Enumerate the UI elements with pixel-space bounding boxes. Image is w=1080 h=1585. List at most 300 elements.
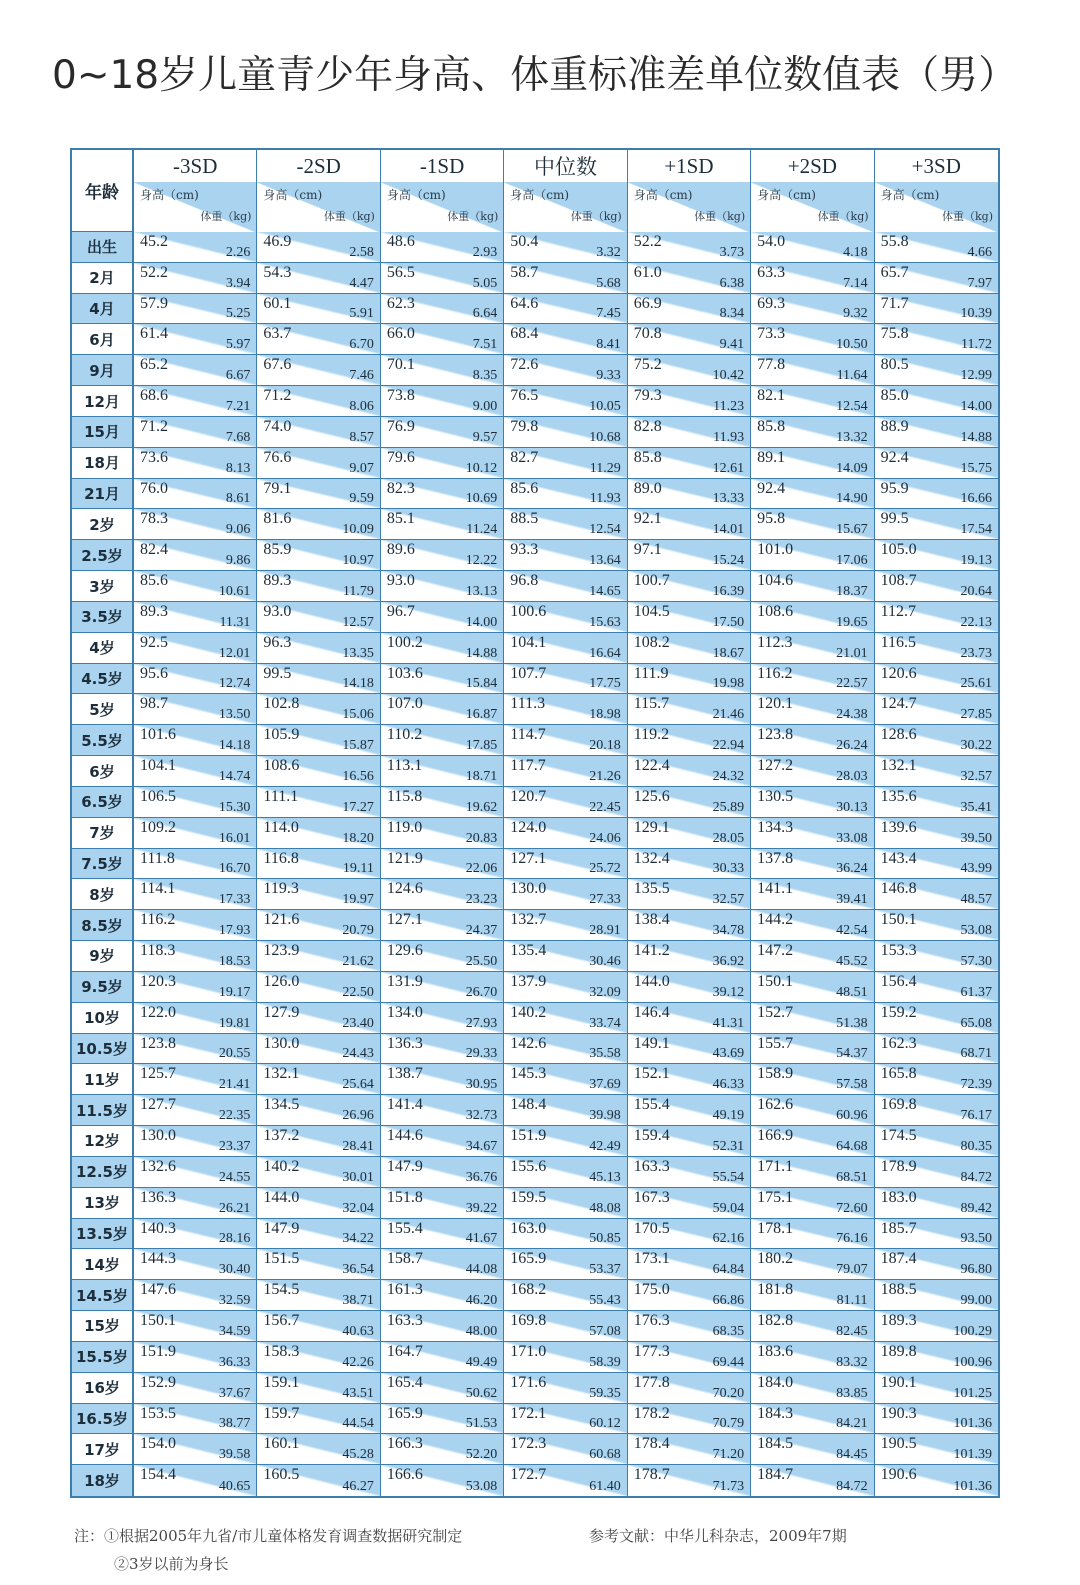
weight-value: 15.87 (342, 738, 374, 754)
height-value: 159.4 (633, 1127, 670, 1145)
table-cell (751, 1434, 874, 1465)
table-cell (875, 633, 998, 664)
table-cell (628, 756, 751, 787)
height-value: 175.0 (633, 1281, 670, 1299)
table-cell (628, 910, 751, 941)
weight-value: 46.20 (465, 1293, 498, 1309)
table-cell (381, 1219, 504, 1250)
table-cell (875, 1126, 998, 1157)
weight-value: 11.93 (589, 491, 621, 507)
height-value: 103.6 (386, 664, 423, 682)
weight-value: 10.68 (589, 429, 621, 445)
table-cell (134, 910, 257, 941)
height-value: 121.6 (263, 911, 300, 929)
table-cell (875, 417, 998, 448)
weight-value: 48.51 (836, 984, 868, 1000)
table-cell (875, 294, 998, 325)
weight-value: 9.86 (225, 553, 251, 569)
height-value: 100.7 (633, 572, 670, 590)
height-value: 152.7 (757, 1003, 794, 1021)
table-cell (134, 386, 257, 417)
weight-value: 57.58 (836, 1077, 868, 1093)
height-value: 125.6 (633, 787, 670, 805)
weight-value: 19.17 (218, 984, 251, 1000)
table-cell (134, 972, 257, 1003)
height-value: 108.2 (633, 633, 670, 651)
height-value: 132.6 (140, 1157, 176, 1175)
table-cell (381, 1064, 504, 1095)
table-cell (134, 1249, 257, 1280)
weight-value: 4.18 (843, 244, 868, 260)
height-value: 165.8 (880, 1065, 917, 1083)
height-value: 159.5 (510, 1188, 547, 1206)
table-cell (134, 1095, 257, 1126)
height-value: 54.0 (757, 233, 786, 250)
table-cell (628, 664, 751, 695)
height-value: 165.9 (386, 1404, 423, 1422)
age-cell: 14岁 (72, 1249, 134, 1280)
height-value: 89.0 (633, 479, 662, 497)
weight-value: 14.88 (465, 645, 498, 661)
weight-value: 52.20 (465, 1447, 498, 1463)
weight-value: 10.39 (960, 306, 992, 322)
table-cell (628, 972, 751, 1003)
age-cell: 11.5岁 (72, 1095, 134, 1126)
table-cell (751, 879, 874, 910)
weight-value: 49.19 (712, 1108, 745, 1124)
table-cell (875, 324, 998, 355)
height-value: 190.5 (880, 1435, 917, 1453)
height-value: 120.7 (510, 787, 547, 805)
height-value: 122.0 (140, 1003, 176, 1021)
age-cell: 5.5岁 (72, 725, 134, 756)
height-value: 135.4 (510, 942, 547, 960)
weight-value: 14.09 (836, 460, 868, 476)
weight-value: 8.57 (349, 429, 374, 445)
height-value: 46.9 (263, 233, 292, 250)
height-value: 158.7 (386, 1250, 423, 1268)
height-value: 154.4 (140, 1466, 176, 1484)
unit-subheader (381, 182, 504, 233)
height-value: 167.3 (633, 1188, 670, 1206)
weight-value: 20.79 (342, 923, 374, 939)
height-value: 82.4 (140, 541, 168, 559)
weight-value: 16.56 (342, 768, 374, 784)
weight-value: 15.06 (342, 707, 374, 723)
weight-value: 68.51 (836, 1169, 868, 1185)
table-cell (257, 386, 380, 417)
table-cell (875, 1249, 998, 1280)
height-value: 89.1 (757, 448, 786, 466)
weight-value: 84.45 (836, 1447, 868, 1463)
table-cell (381, 1465, 504, 1496)
height-value: 70.1 (386, 356, 415, 374)
table-cell (134, 1280, 257, 1311)
height-value: 101.0 (757, 541, 794, 559)
table-cell (381, 1157, 504, 1188)
table-cell (257, 324, 380, 355)
table-cell (751, 386, 874, 417)
height-value: 116.8 (263, 849, 299, 867)
unit-subheader (875, 182, 998, 233)
table-cell (504, 509, 627, 540)
weight-value: 22.94 (712, 738, 745, 754)
weight-value: 11.93 (713, 429, 745, 445)
height-value: 104.1 (140, 757, 176, 775)
table-cell (875, 849, 998, 880)
table-cell (751, 1404, 874, 1435)
height-value: 104.6 (757, 572, 794, 590)
table-cell (751, 1280, 874, 1311)
height-value: 104.1 (510, 633, 547, 651)
height-value: 105.0 (880, 541, 917, 559)
height-value: 78.3 (140, 510, 168, 528)
height-value: 132.7 (510, 911, 547, 929)
height-value: 104.5 (633, 602, 670, 620)
weight-unit-label: 体重（kg) (323, 210, 375, 223)
height-value: 124.6 (386, 880, 423, 898)
height-value: 120.1 (757, 695, 794, 713)
age-column-header: 年龄 (72, 150, 134, 232)
sd-column-header: 中位数 (504, 150, 627, 182)
height-value: 48.6 (386, 233, 415, 250)
table-cell (257, 787, 380, 818)
table-cell (875, 602, 998, 633)
height-value: 82.3 (386, 479, 415, 497)
weight-value: 68.71 (960, 1046, 992, 1062)
age-cell: 6月 (72, 324, 134, 355)
table-cell (875, 1342, 998, 1373)
weight-value: 62.16 (712, 1231, 745, 1247)
table-cell (751, 540, 874, 571)
height-value: 189.3 (880, 1312, 917, 1330)
table-cell (504, 448, 627, 479)
weight-value: 27.85 (960, 707, 992, 723)
height-value: 166.6 (386, 1466, 423, 1484)
height-unit-label: 身高（cm) (757, 188, 816, 202)
table-cell (257, 1465, 380, 1496)
table-cell (875, 540, 998, 571)
age-cell: 10岁 (72, 1003, 134, 1034)
weight-value: 22.45 (589, 799, 621, 815)
height-value: 76.0 (140, 479, 168, 497)
table-cell (257, 1280, 380, 1311)
weight-value: 64.68 (836, 1138, 868, 1154)
weight-value: 9.32 (843, 306, 868, 322)
weight-value: 6.67 (225, 368, 251, 384)
weight-value: 40.65 (218, 1478, 251, 1494)
weight-value: 7.45 (596, 306, 621, 322)
table-cell (751, 1249, 874, 1280)
height-value: 114.7 (510, 726, 546, 744)
height-value: 85.9 (263, 541, 292, 559)
height-value: 117.7 (510, 757, 546, 775)
weight-value: 55.54 (712, 1169, 745, 1185)
weight-value: 12.01 (218, 645, 251, 661)
height-value: 116.2 (140, 911, 176, 929)
table-cell (381, 879, 504, 910)
height-value: 85.8 (757, 417, 786, 435)
height-value: 61.0 (633, 263, 662, 281)
weight-value: 18.37 (836, 583, 868, 599)
weight-value: 33.74 (589, 1015, 621, 1031)
unit-subheader (257, 182, 380, 233)
height-value: 124.7 (880, 695, 917, 713)
height-value: 67.6 (263, 356, 292, 374)
table-cell (751, 1064, 874, 1095)
weight-value: 70.20 (712, 1385, 745, 1401)
weight-value: 19.65 (836, 614, 868, 630)
age-cell: 3岁 (72, 571, 134, 602)
height-value: 154.0 (140, 1435, 176, 1453)
table-cell (875, 787, 998, 818)
weight-value: 14.88 (960, 429, 992, 445)
table-cell (381, 324, 504, 355)
weight-value: 59.35 (589, 1385, 621, 1401)
weight-value: 80.35 (960, 1138, 992, 1154)
table-cell (875, 1219, 998, 1250)
weight-value: 14.00 (960, 398, 992, 414)
table-cell (134, 1465, 257, 1496)
table-cell (134, 849, 257, 880)
table-cell (257, 1311, 380, 1342)
weight-value: 18.67 (712, 645, 745, 661)
height-value: 105.9 (263, 726, 300, 744)
height-value: 150.1 (140, 1312, 176, 1330)
weight-value: 15.84 (465, 676, 498, 692)
table-cell (257, 818, 380, 849)
age-cell: 4.5岁 (72, 664, 134, 695)
weight-value: 14.74 (218, 768, 251, 784)
table-cell (381, 941, 504, 972)
table-cell (875, 232, 998, 263)
table-cell (134, 1034, 257, 1065)
table-cell (628, 1280, 751, 1311)
weight-value: 21.01 (836, 645, 868, 661)
weight-value: 10.97 (342, 553, 374, 569)
table-cell (628, 1404, 751, 1435)
weight-value: 30.95 (465, 1077, 498, 1093)
table-cell (875, 664, 998, 695)
table-cell (134, 448, 257, 479)
height-value: 136.3 (386, 1034, 423, 1052)
height-value: 119.3 (263, 880, 299, 898)
table-cell (504, 879, 627, 910)
age-cell: 10.5岁 (72, 1034, 134, 1065)
weight-value: 9.00 (472, 398, 498, 414)
height-value: 82.1 (757, 387, 786, 405)
table-cell (504, 1034, 627, 1065)
height-value: 92.5 (140, 633, 168, 651)
weight-value: 15.75 (960, 460, 992, 476)
height-value: 176.3 (633, 1312, 670, 1330)
unit-subheader (134, 182, 257, 233)
sd-column-header: -3SD (134, 150, 257, 182)
height-value: 64.6 (510, 294, 539, 312)
page-title: 0~18岁儿童青少年身高、体重标准差单位数值表（男） (52, 53, 1018, 98)
height-value: 135.6 (880, 787, 917, 805)
height-value: 69.3 (757, 294, 786, 312)
weight-value: 17.85 (465, 738, 498, 754)
table-cell (628, 1342, 751, 1373)
weight-value: 30.40 (218, 1262, 251, 1278)
height-value: 96.7 (386, 602, 415, 620)
height-value: 79.6 (386, 448, 415, 466)
height-unit-label: 身高（cm) (263, 188, 323, 202)
height-value: 120.6 (880, 664, 917, 682)
height-value: 52.2 (633, 233, 662, 250)
weight-value: 42.49 (589, 1138, 621, 1154)
table-cell (257, 540, 380, 571)
table-cell (134, 725, 257, 756)
table-cell (134, 1003, 257, 1034)
height-value: 111.1 (263, 787, 299, 805)
weight-value: 5.25 (225, 306, 251, 322)
weight-value: 11.23 (713, 398, 745, 414)
weight-value: 15.63 (589, 614, 621, 630)
table-cell (381, 355, 504, 386)
weight-value: 30.01 (342, 1169, 374, 1185)
table-cell (628, 1188, 751, 1219)
weight-value: 3.94 (225, 275, 251, 291)
height-value: 50.4 (510, 233, 539, 250)
table-cell (134, 324, 257, 355)
weight-value: 25.64 (342, 1077, 374, 1093)
height-value: 79.1 (263, 479, 292, 497)
table-cell (257, 849, 380, 880)
height-value: 165.4 (386, 1373, 423, 1391)
height-value: 163.3 (386, 1312, 423, 1330)
table-cell (504, 787, 627, 818)
height-value: 164.7 (386, 1342, 423, 1360)
height-value: 119.0 (386, 818, 423, 836)
height-value: 100.6 (510, 602, 547, 620)
height-value: 68.4 (510, 325, 539, 343)
height-value: 124.0 (510, 818, 547, 836)
age-cell: 16.5岁 (72, 1404, 134, 1435)
table-cell (628, 1249, 751, 1280)
weight-value: 55.43 (589, 1293, 621, 1309)
weight-value: 4.66 (967, 244, 992, 260)
height-value: 114.1 (140, 880, 176, 898)
table-cell (134, 756, 257, 787)
weight-value: 9.41 (719, 337, 745, 353)
table-cell (257, 1126, 380, 1157)
age-cell: 9.5岁 (72, 972, 134, 1003)
weight-value: 10.09 (342, 522, 374, 538)
weight-value: 21.41 (218, 1077, 251, 1093)
height-value: 65.7 (880, 263, 909, 281)
age-cell: 7岁 (72, 818, 134, 849)
height-value: 79.8 (510, 417, 539, 435)
weight-value: 61.40 (589, 1478, 621, 1494)
sd-column-header: -1SD (381, 150, 504, 182)
weight-value: 11.79 (342, 583, 374, 599)
table-cell (628, 540, 751, 571)
weight-value: 32.09 (589, 984, 621, 1000)
table-cell (628, 294, 751, 325)
table-cell (134, 1404, 257, 1435)
table-cell (257, 1404, 380, 1435)
age-cell: 18岁 (72, 1465, 134, 1496)
table-cell (381, 633, 504, 664)
height-value: 92.4 (757, 479, 786, 497)
age-cell: 9岁 (72, 941, 134, 972)
height-value: 128.6 (880, 726, 917, 744)
height-value: 189.8 (880, 1342, 917, 1360)
table-cell (257, 910, 380, 941)
age-cell: 4岁 (72, 633, 134, 664)
table-cell (381, 694, 504, 725)
table-cell (381, 818, 504, 849)
height-value: 185.7 (880, 1219, 917, 1237)
weight-value: 24.37 (465, 923, 498, 939)
weight-value: 60.96 (836, 1108, 868, 1124)
height-value: 85.1 (386, 510, 415, 528)
weight-value: 7.68 (225, 429, 251, 445)
height-unit-label: 身高（cm) (386, 188, 446, 202)
weight-value: 72.39 (960, 1077, 992, 1093)
table-cell (504, 602, 627, 633)
height-value: 141.1 (757, 880, 794, 898)
table-cell (381, 849, 504, 880)
height-value: 52.2 (140, 263, 168, 281)
table-cell (504, 1157, 627, 1188)
table-cell (134, 571, 257, 602)
height-value: 137.2 (263, 1127, 300, 1145)
height-value: 130.0 (140, 1127, 176, 1145)
weight-value: 21.46 (712, 707, 745, 723)
height-value: 144.0 (263, 1188, 300, 1206)
weight-value: 33.08 (836, 830, 868, 846)
height-value: 66.0 (386, 325, 415, 343)
table-cell (751, 849, 874, 880)
table-cell (381, 232, 504, 263)
height-value: 155.4 (633, 1096, 670, 1114)
table-cell (628, 879, 751, 910)
weight-value: 22.50 (342, 984, 374, 1000)
table-cell (875, 1095, 998, 1126)
height-value: 178.1 (757, 1219, 794, 1237)
weight-value: 65.08 (960, 1015, 992, 1031)
weight-value: 5.68 (596, 275, 621, 291)
weight-value: 48.08 (589, 1200, 621, 1216)
weight-value: 100.29 (953, 1323, 992, 1339)
height-value: 175.1 (757, 1188, 794, 1206)
weight-value: 17.54 (960, 522, 992, 538)
weight-value: 13.64 (589, 553, 621, 569)
weight-unit-label: 体重（kg) (694, 210, 746, 223)
height-value: 132.4 (633, 849, 670, 867)
weight-value: 61.37 (960, 984, 992, 1000)
table-cell (751, 1465, 874, 1496)
height-value: 161.3 (386, 1281, 423, 1299)
table-cell (257, 879, 380, 910)
weight-value: 8.34 (719, 306, 745, 322)
weight-value: 22.06 (465, 861, 498, 877)
table-cell (751, 972, 874, 1003)
height-value: 155.4 (386, 1219, 423, 1237)
table-cell (875, 694, 998, 725)
table-cell (134, 633, 257, 664)
height-value: 45.2 (140, 233, 168, 250)
weight-value: 39.41 (836, 892, 868, 908)
height-value: 76.5 (510, 387, 539, 405)
table-cell (628, 1373, 751, 1404)
weight-value: 27.93 (465, 1015, 498, 1031)
height-value: 93.0 (263, 602, 292, 620)
weight-value: 30.22 (960, 738, 992, 754)
